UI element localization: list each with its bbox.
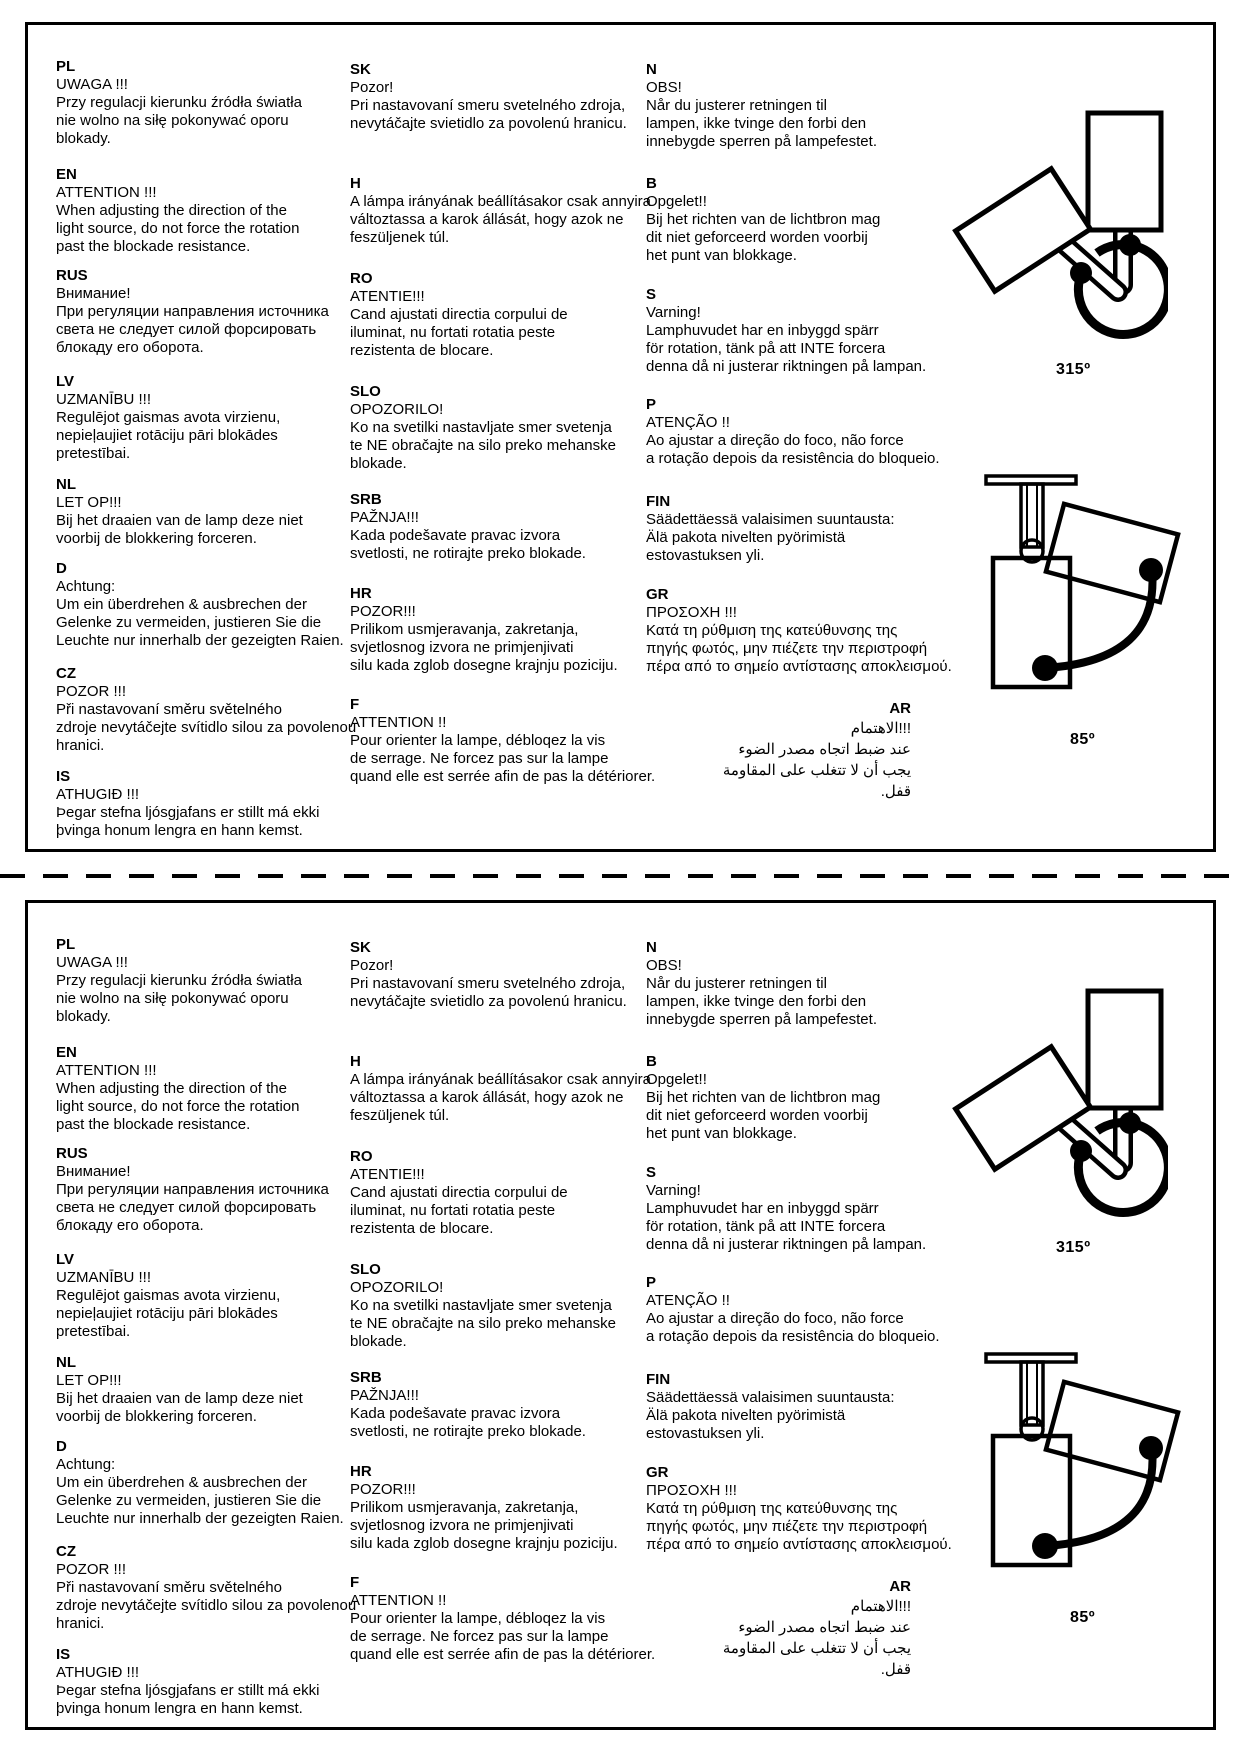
warning-section-h <box>350 175 655 247</box>
warning-text-line: Κατά τη ρύθμιση της κατεύθυνσης της <box>646 622 898 639</box>
warning-text-line: POZOR !!! <box>56 1561 127 1578</box>
warning-text-line: past the blockade resistance. <box>56 238 251 255</box>
warning-text-line: ATHUGIÐ !!! <box>56 1664 140 1681</box>
spotlight-tilt-illustration <box>953 465 1193 715</box>
warning-text-line: rezistenta de blocare. <box>350 1220 494 1237</box>
pivot-dot <box>1070 262 1092 284</box>
language-code-ar: AR <box>889 700 911 717</box>
warning-text-line: blokady. <box>56 1008 111 1025</box>
warning-section-h <box>350 1053 655 1125</box>
instruction-panel-top <box>25 22 1216 852</box>
warning-text-line: Gelenke zu vermeiden, justieren Sie die <box>56 1492 322 1509</box>
language-code-f: F <box>350 1574 360 1591</box>
warning-text-line: Ao ajustar a direção do foco, não force <box>646 432 904 449</box>
warning-text-line: quand elle est serrée afin de pas la détériorer. <box>350 1646 656 1663</box>
warning-text-line: Þegar stefna ljósgjafans er stillt má ekki <box>56 1682 320 1699</box>
rotation-angle-label: 315º <box>1056 1239 1091 1256</box>
warning-text-line: nepieļaujiet rotāciju pāri blokādes <box>56 1305 278 1322</box>
warning-text-line: !!!الاهتمام <box>850 1598 911 1615</box>
warning-text-line: Varning! <box>646 304 701 321</box>
language-code-f: F <box>350 696 360 713</box>
warning-text-line: Ao ajustar a direção do foco, não force <box>646 1310 904 1327</box>
warning-text-line: POZOR!!! <box>350 1481 416 1498</box>
pivot-dot <box>1032 1533 1058 1559</box>
lamp-head-upright <box>1088 113 1161 230</box>
warning-text-line: عند ضبط اتجاه مصدر الضوء <box>738 1619 911 1636</box>
language-code-h: H <box>350 175 361 192</box>
warning-section-p <box>646 1274 951 1346</box>
warning-text-line: nevytáčajte svietidlo za povolenú hranicu. <box>350 993 627 1010</box>
language-code-lv: LV <box>56 373 75 390</box>
warning-text-line: Regulējot gaismas avota virzienu, <box>56 409 281 426</box>
warning-text-line: UWAGA !!! <box>56 76 128 93</box>
warning-text-line: feszüljenek túl. <box>350 1107 450 1124</box>
warning-text-line: innebygde sperren på lampefestet. <box>646 133 877 150</box>
warning-text-line: Bij het richten van de lichtbron mag <box>646 1089 881 1106</box>
pivot-dot <box>1119 234 1141 256</box>
warning-text-line: UZMANĪBU !!! <box>56 391 152 408</box>
pivot-dot <box>1119 1112 1141 1134</box>
warning-section-slo <box>350 383 655 473</box>
warning-section-rus <box>56 267 361 357</box>
language-code-d: D <box>56 1438 67 1455</box>
tilt-85-diagram <box>953 1343 1193 1598</box>
language-code-sk: SK <box>350 61 371 78</box>
warning-section-cz <box>56 665 361 755</box>
warning-text-line: quand elle est serrée afin de pas la détériorer. <box>350 768 656 785</box>
pivot-dot <box>1070 1140 1092 1162</box>
warning-text-line: lampen, ikke tvinge den forbi den <box>646 115 867 132</box>
warning-section-lv <box>56 373 361 463</box>
warning-section-is <box>56 768 361 840</box>
warning-text-line: feszüljenek túl. <box>350 229 450 246</box>
warning-section-cz <box>56 1543 361 1633</box>
warning-text-line: Säädettäessä valaisimen suuntausta: <box>646 511 895 528</box>
warning-section-is <box>56 1646 361 1718</box>
language-code-is: IS <box>56 1646 71 1663</box>
warning-text-line: LET OP!!! <box>56 1372 122 1389</box>
language-code-nl: NL <box>56 1354 76 1371</box>
rotation-315-diagram <box>948 966 1168 1231</box>
warning-text-line: Κατά τη ρύθμιση της κατεύθυνσης της <box>646 1500 898 1517</box>
warning-text-line: de serrage. Ne forcez pas sur la lampe <box>350 1628 609 1645</box>
warning-section-gr <box>646 1464 951 1554</box>
mount-stem-inner <box>1027 484 1037 547</box>
language-code-cz: CZ <box>56 665 76 682</box>
language-code-s: S <box>646 286 657 303</box>
language-code-gr: GR <box>646 586 669 603</box>
language-code-rus: RUS <box>56 1145 88 1162</box>
warning-text-line: ATHUGIÐ !!! <box>56 786 140 803</box>
language-code-cz: CZ <box>56 1543 76 1560</box>
warning-text-line: Przy regulacji kierunku źródła światła <box>56 972 302 989</box>
warning-section-gr <box>646 586 951 676</box>
warning-text-line: يجب أن لا تتغلب على المقاومة <box>722 1640 911 1657</box>
warning-text-line: Pozor! <box>350 79 394 96</box>
warning-text-line: past the blockade resistance. <box>56 1116 251 1133</box>
warning-text-line: света не следует силой форсировать <box>56 321 317 338</box>
warning-text-line: svjetlosnog izvora ne primjenjivati <box>350 639 574 656</box>
warning-text-line: !!!الاهتمام <box>850 720 911 737</box>
warning-text-line: UZMANĪBU !!! <box>56 1269 152 1286</box>
warning-text-line: Varning! <box>646 1182 701 1199</box>
warning-text-line: ATENÇÃO !! <box>646 1292 730 1309</box>
pivot-dot <box>1139 1436 1163 1460</box>
warning-text-line: dit niet geforceerd worden voorbij <box>646 229 868 246</box>
warning-section-nl <box>56 476 361 548</box>
warning-text-line: Kada podešavate pravac izvora <box>350 527 561 544</box>
warning-text-line: estovastuksen yli. <box>646 547 765 564</box>
warning-text-line: iluminat, nu fortati rotatia peste <box>350 1202 556 1219</box>
warning-text-line: ATENTIE!!! <box>350 1166 425 1183</box>
warning-text-line: Lamphuvudet har en inbyggd spärr <box>646 1200 879 1217</box>
warning-text-line: Ko na svetilki nastavljate smer svetenja <box>350 1297 612 1314</box>
language-code-b: B <box>646 175 657 192</box>
warning-text-line: ΠΡΟΣΟΧΗ !!! <box>646 604 737 621</box>
warning-text-line: het punt van blokkage. <box>646 1125 797 1142</box>
mount-stem <box>1021 484 1043 547</box>
language-code-hr: HR <box>350 1463 372 1480</box>
warning-text-line: nie wolno na siłę pokonywać oporu <box>56 990 289 1007</box>
warning-text-line: Gelenke zu vermeiden, justieren Sie die <box>56 614 322 631</box>
warning-text-line: silu kada zglob dosegne krajnju poziciju. <box>350 657 618 674</box>
warning-section-s <box>646 1164 951 1254</box>
warning-text-line: Prilikom usmjeravanja, zakretanja, <box>350 1499 579 1516</box>
language-code-srb: SRB <box>350 1369 382 1386</box>
warning-text-line: πέρα από το σημείο αντίστασης αποκλεισμού. <box>646 1536 952 1553</box>
spotlight-tilt-illustration <box>953 1343 1193 1593</box>
language-code-b: B <box>646 1053 657 1070</box>
warning-section-lv <box>56 1251 361 1341</box>
warning-text-line: hranici. <box>56 1615 105 1632</box>
warning-text-line: változtassa a karok állását, hogy azok ne <box>350 1089 624 1106</box>
warning-text-line: estovastuksen yli. <box>646 1425 765 1442</box>
warning-text-line: ATTENTION !! <box>350 1592 447 1609</box>
warning-text-line: ATTENTION !! <box>350 714 447 731</box>
warning-text-line: Regulējot gaismas avota virzienu, <box>56 1287 281 1304</box>
warning-text-line: zdroje nevytáčejte svítidlo silou za povolenou <box>56 719 357 736</box>
language-code-d: D <box>56 560 67 577</box>
warning-text-line: Pozor! <box>350 957 394 974</box>
warning-section-sk <box>350 939 655 1011</box>
warning-text-line: Pour orienter la lampe, débloqez la vis <box>350 1610 606 1627</box>
warning-text-line: pretestībai. <box>56 445 131 462</box>
warning-section-fin <box>646 1371 951 1443</box>
warning-text-line: Pri nastavovaní smeru svetelného zdroja, <box>350 97 626 114</box>
language-code-en: EN <box>56 166 77 183</box>
mount-stem-inner <box>1027 1362 1037 1425</box>
warning-text-line: hranici. <box>56 737 105 754</box>
language-code-n: N <box>646 61 657 78</box>
warning-text-line: blokade. <box>350 1333 407 1350</box>
warning-section-nl <box>56 1354 361 1426</box>
warning-text-line: Ko na svetilki nastavljate smer svetenja <box>350 419 612 436</box>
warning-text-line: ATENÇÃO !! <box>646 414 730 431</box>
language-code-sk: SK <box>350 939 371 956</box>
warning-text-line: Kada podešavate pravac izvora <box>350 1405 561 1422</box>
warning-text-line: Pour orienter la lampe, débloqez la vis <box>350 732 606 749</box>
warning-section-ro <box>350 1148 655 1238</box>
warning-text-line: OBS! <box>646 957 682 974</box>
warning-text-line: de serrage. Ne forcez pas sur la lampe <box>350 750 609 767</box>
language-code-is: IS <box>56 768 71 785</box>
warning-text-line: Þegar stefna ljósgjafans er stillt má ekki <box>56 804 320 821</box>
warning-section-pl <box>56 58 361 148</box>
warning-text-line: þvinga honum lengra en hann kemst. <box>56 1700 303 1717</box>
language-code-lv: LV <box>56 1251 75 1268</box>
warning-text-line: svetlosti, ne rotirajte preko blokade. <box>350 1423 586 1440</box>
language-code-nl: NL <box>56 476 76 493</box>
warning-text-line: Bij het draaien van de lamp deze niet <box>56 1390 303 1407</box>
warning-section-f <box>350 696 655 786</box>
warning-text-line: Внимание! <box>56 1163 131 1180</box>
language-code-hr: HR <box>350 585 372 602</box>
warning-text-line: UWAGA !!! <box>56 954 128 971</box>
warning-text-line: قفل. <box>880 783 911 800</box>
language-code-ro: RO <box>350 1148 373 1165</box>
warning-text-line: Leuchte nur innerhalb der gezeigten Raien. <box>56 1510 344 1527</box>
warning-text-line: Når du justerer retningen til <box>646 975 827 992</box>
warning-section-b <box>646 175 951 265</box>
language-code-h: H <box>350 1053 361 1070</box>
spotlight-rotation-illustration <box>948 88 1168 348</box>
warning-text-line: Når du justerer retningen til <box>646 97 827 114</box>
language-code-fin: FIN <box>646 493 671 510</box>
warning-text-line: блокаду его оборота. <box>56 339 204 356</box>
warning-text-line: Lamphuvudet har en inbyggd spärr <box>646 322 879 339</box>
warning-text-line: iluminat, nu fortati rotatia peste <box>350 324 556 341</box>
warning-text-line: A lámpa irányának beállításakor csak annyira <box>350 1071 651 1088</box>
warning-section-srb <box>350 1369 655 1441</box>
warning-text-line: Opgelet!! <box>646 1071 707 1088</box>
warning-text-line: för rotation, tänk på att INTE forcera <box>646 340 886 357</box>
language-code-pl: PL <box>56 936 76 953</box>
warning-text-line: voorbij de blokkering forceren. <box>56 1408 257 1425</box>
warning-text-line: pretestībai. <box>56 1323 131 1340</box>
language-code-srb: SRB <box>350 491 382 508</box>
lamp-head-tilted <box>1046 1382 1178 1480</box>
instruction-panel-bottom <box>25 900 1216 1730</box>
warning-section-ar <box>646 700 911 802</box>
warning-section-sk <box>350 61 655 133</box>
warning-text-line: te NE obračajte na silo preko mehanske <box>350 437 616 454</box>
warning-section-n <box>646 61 951 151</box>
language-code-pl: PL <box>56 58 76 75</box>
warning-text-line: блокаду его оборота. <box>56 1217 204 1234</box>
warning-text-line: πηγής φωτός, μην πιέζετε την περιστροφή <box>646 640 928 657</box>
warning-section-hr <box>350 1463 655 1553</box>
warning-text-line: При регуляции направления источника <box>56 303 329 320</box>
language-code-ro: RO <box>350 270 373 287</box>
language-code-p: P <box>646 1274 657 1291</box>
warning-section-en <box>56 166 361 256</box>
warning-text-line: When adjusting the direction of the <box>56 202 287 219</box>
warning-text-line: πηγής φωτός, μην πιέζετε την περιστροφή <box>646 1518 928 1535</box>
warning-text-line: PAŽNJA!!! <box>350 509 419 526</box>
warning-text-line: POZOR!!! <box>350 603 416 620</box>
warning-text-line: Älä pakota nivelten pyörimistä <box>646 1407 846 1424</box>
warning-text-line: svjetlosnog izvora ne primjenjivati <box>350 1517 574 1534</box>
warning-text-line: nepieļaujiet rotāciju pāri blokādes <box>56 427 278 444</box>
warning-section-rus <box>56 1145 361 1235</box>
warning-text-line: zdroje nevytáčejte svítidlo silou za povolenou <box>56 1597 357 1614</box>
warning-text-line: Cand ajustati directia corpului de <box>350 1184 568 1201</box>
warning-section-s <box>646 286 951 376</box>
warning-section-d <box>56 560 361 650</box>
warning-text-line: Opgelet!! <box>646 193 707 210</box>
warning-text-line: عند ضبط اتجاه مصدر الضوء <box>738 741 911 758</box>
warning-text-line: Achtung: <box>56 578 116 595</box>
tilt-angle-label: 85º <box>1070 1609 1096 1626</box>
warning-text-line: Внимание! <box>56 285 131 302</box>
warning-text-line: Cand ajustati directia corpului de <box>350 306 568 323</box>
warning-text-line: Säädettäessä valaisimen suuntausta: <box>646 1389 895 1406</box>
language-code-slo: SLO <box>350 1261 381 1278</box>
warning-text-line: A lámpa irányának beállításakor csak annyira <box>350 193 651 210</box>
warning-section-fin <box>646 493 951 565</box>
warning-text-line: OBS! <box>646 79 682 96</box>
warning-text-line: light source, do not force the rotation <box>56 220 300 237</box>
warning-text-line: þvinga honum lengra en hann kemst. <box>56 822 303 839</box>
warning-text-line: Leuchte nur innerhalb der gezeigten Raien. <box>56 632 344 649</box>
warning-text-line: för rotation, tänk på att INTE forcera <box>646 1218 886 1235</box>
warning-text-line: ATTENTION !!! <box>56 1062 157 1079</box>
warning-text-line: denna då ni justerar riktningen på lampan. <box>646 1236 927 1253</box>
tilt-85-diagram <box>953 465 1193 720</box>
warning-text-line: változtassa a karok állását, hogy azok ne <box>350 211 624 228</box>
warning-text-line: Um ein überdrehen & ausbrechen der <box>56 1474 307 1491</box>
warning-text-line: lampen, ikke tvinge den forbi den <box>646 993 867 1010</box>
warning-text-line: When adjusting the direction of the <box>56 1080 287 1097</box>
warning-text-line: ATTENTION !!! <box>56 184 157 201</box>
warning-section-b <box>646 1053 951 1143</box>
dashed-cut-line <box>0 874 1241 878</box>
warning-text-line: Při nastavovaní směru světelného <box>56 1579 282 1596</box>
language-code-n: N <box>646 939 657 956</box>
warning-text-line: te NE obračajte na silo preko mehanske <box>350 1315 616 1332</box>
warning-text-line: innebygde sperren på lampefestet. <box>646 1011 877 1028</box>
warning-text-line: Um ein überdrehen & ausbrechen der <box>56 596 307 613</box>
warning-text-line: silu kada zglob dosegne krajnju poziciju. <box>350 1535 618 1552</box>
warning-text-line: denna då ni justerar riktningen på lampan. <box>646 358 927 375</box>
warning-text-line: PAŽNJA!!! <box>350 1387 419 1404</box>
warning-text-line: πέρα από το σημείο αντίστασης αποκλεισμού. <box>646 658 952 675</box>
warning-text-line: Při nastavovaní směru světelného <box>56 701 282 718</box>
warning-section-srb <box>350 491 655 563</box>
warning-text-line: a rotação depois da resistência do bloqueio. <box>646 1328 940 1345</box>
rotation-315-diagram <box>948 88 1168 353</box>
warning-text-line: POZOR !!! <box>56 683 127 700</box>
language-code-rus: RUS <box>56 267 88 284</box>
warning-section-f <box>350 1574 655 1664</box>
warning-text-line: rezistenta de blocare. <box>350 342 494 359</box>
language-code-p: P <box>646 396 657 413</box>
warning-text-line: light source, do not force the rotation <box>56 1098 300 1115</box>
lamp-head-tilted <box>1046 504 1178 602</box>
tilt-angle-label: 85º <box>1070 731 1096 748</box>
warning-text-line: ATENTIE!!! <box>350 288 425 305</box>
mount-stem <box>1021 1362 1043 1425</box>
language-code-fin: FIN <box>646 1371 671 1388</box>
warning-text-line: blokady. <box>56 130 111 147</box>
warning-text-line: LET OP!!! <box>56 494 122 511</box>
warning-text-line: nevytáčajte svietidlo za povolenú hranicu. <box>350 115 627 132</box>
language-code-gr: GR <box>646 1464 669 1481</box>
spotlight-rotation-illustration <box>948 966 1168 1226</box>
lamp-head-upright <box>1088 991 1161 1108</box>
warning-text-line: het punt van blokkage. <box>646 247 797 264</box>
warning-text-line: Bij het richten van de lichtbron mag <box>646 211 881 228</box>
warning-text-line: Bij het draaien van de lamp deze niet <box>56 512 303 529</box>
warning-text-line: При регуляции направления источника <box>56 1181 329 1198</box>
warning-text-line: OPOZORILO! <box>350 1279 444 1296</box>
warning-text-line: Pri nastavovaní smeru svetelného zdroja, <box>350 975 626 992</box>
warning-text-line: OPOZORILO! <box>350 401 444 418</box>
warning-section-p <box>646 396 951 468</box>
warning-text-line: Przy regulacji kierunku źródła światła <box>56 94 302 111</box>
warning-text-line: Älä pakota nivelten pyörimistä <box>646 529 846 546</box>
language-code-s: S <box>646 1164 657 1181</box>
pivot-dot <box>1139 558 1163 582</box>
warning-section-n <box>646 939 951 1029</box>
warning-text-line: blokade. <box>350 455 407 472</box>
pivot-dot <box>1032 655 1058 681</box>
rotation-angle-label: 315º <box>1056 361 1091 378</box>
warning-section-d <box>56 1438 361 1528</box>
warning-section-hr <box>350 585 655 675</box>
warning-text-line: voorbij de blokkering forceren. <box>56 530 257 547</box>
warning-text-line: يجب أن لا تتغلب على المقاومة <box>722 762 911 779</box>
warning-section-en <box>56 1044 361 1134</box>
language-code-en: EN <box>56 1044 77 1061</box>
language-code-ar: AR <box>889 1578 911 1595</box>
warning-section-slo <box>350 1261 655 1351</box>
warning-section-pl <box>56 936 361 1026</box>
warning-text-line: света не следует силой форсировать <box>56 1199 317 1216</box>
warning-text-line: svetlosti, ne rotirajte preko blokade. <box>350 545 586 562</box>
warning-text-line: ΠΡΟΣΟΧΗ !!! <box>646 1482 737 1499</box>
warning-text-line: قفل. <box>880 1661 911 1678</box>
warning-text-line: Prilikom usmjeravanja, zakretanja, <box>350 621 579 638</box>
warning-section-ar <box>646 1578 911 1680</box>
language-code-slo: SLO <box>350 383 381 400</box>
warning-section-ro <box>350 270 655 360</box>
warning-text-line: nie wolno na siłę pokonywać oporu <box>56 112 289 129</box>
warning-text-line: dit niet geforceerd worden voorbij <box>646 1107 868 1124</box>
warning-text-line: a rotação depois da resistência do bloqueio. <box>646 450 940 467</box>
warning-text-line: Achtung: <box>56 1456 116 1473</box>
